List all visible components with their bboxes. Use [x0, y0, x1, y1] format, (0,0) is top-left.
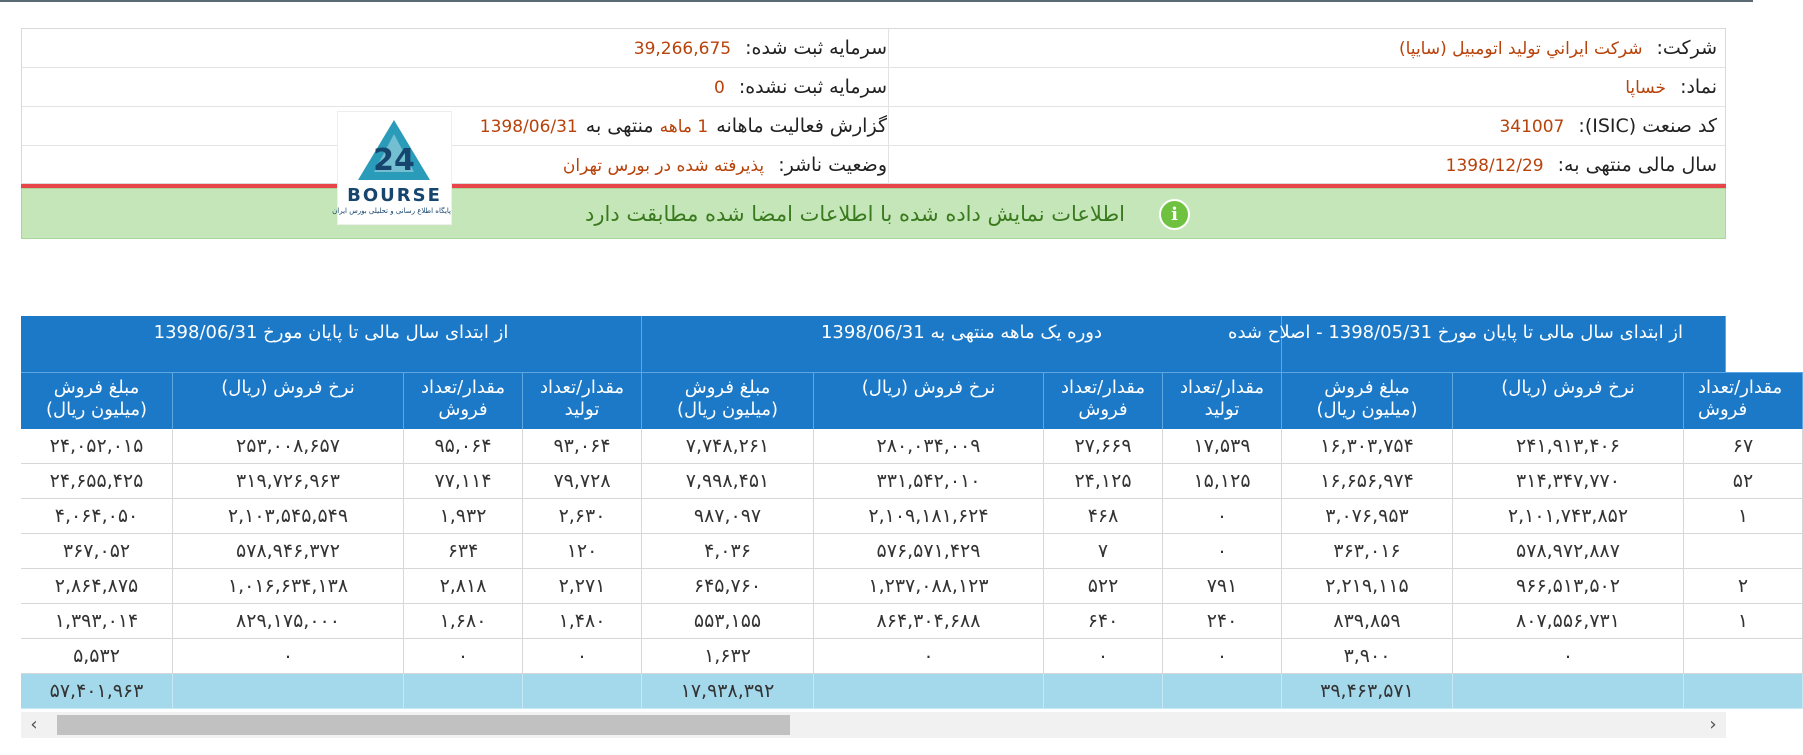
table-cell: ۲,۱۰۳,۵۴۵,۵۴۹ — [173, 499, 404, 534]
isic-value: 341007 — [1499, 117, 1565, 137]
table-cell: ۱,۶۸۰ — [404, 604, 523, 639]
col-sales-rate-3-text: نرخ فروش (ریال) — [1501, 377, 1635, 398]
col-qty-prod-2-text: مقدار/تعداد تولید — [1179, 377, 1265, 420]
table-cell — [173, 674, 404, 709]
table-cell: ۶۷ — [1684, 429, 1803, 464]
table-cell: ۱۲۰ — [523, 534, 642, 569]
col-qty-sales-1-text: مقدار/تعداد فروش — [420, 377, 506, 420]
col-qty-sales-2-text: مقدار/تعداد فروش — [1060, 377, 1146, 420]
table-cell: ۷۷,۱۱۴ — [404, 464, 523, 499]
fiscal-year-field — [1446, 146, 1717, 184]
table-cell — [814, 674, 1044, 709]
group-header-prev-ytd-text: از ابتدای سال مالی تا پایان مورخ 1398/05/31 - اصلاح شده — [1228, 322, 1683, 343]
table-cell: ۰ — [1163, 534, 1282, 569]
table-cell: ۸۶۴,۳۰۴,۶۸۸ — [814, 604, 1044, 639]
col-sales-amount-1 — [21, 372, 173, 429]
company-value: شرکت ايراني توليد اتومبيل (سايپا) — [1399, 39, 1643, 59]
table-cell: ۶۴۵,۷۶۰ — [642, 569, 814, 604]
group-header-ytd: از ابتدای سال مالی تا پایان مورخ 1398/06/31 — [21, 316, 642, 372]
table-cell — [1044, 674, 1163, 709]
table-cell: ۳,۹۰۰ — [1282, 639, 1453, 674]
group-header-month: دوره یک ماهه منتهی به 1398/06/31 — [642, 316, 1282, 372]
table-cell — [1453, 674, 1684, 709]
table-cell: ۶۳۴ — [404, 534, 523, 569]
col-qty-sales-3-text: مقدار/تعداد فروش — [1698, 377, 1783, 420]
capital-value: 39,266,675 — [633, 39, 732, 59]
table-cell: ۲۴,۶۵۵,۴۲۵ — [21, 464, 173, 499]
table-row — [21, 499, 1749, 534]
fiscal-year-label: سال مالی منتهی به: — [1557, 154, 1717, 176]
isic-field — [1499, 107, 1717, 145]
table-cell: ۸۲۹,۱۷۵,۰۰۰ — [173, 604, 404, 639]
table-cell: ۶۴۰ — [1044, 604, 1163, 639]
col-qty-sales-2 — [1044, 372, 1163, 429]
table-cell: ۱,۹۳۲ — [404, 499, 523, 534]
logo-wordmark: BOURSE — [347, 185, 442, 206]
capital-label: سرمایه ثبت شده: — [745, 37, 887, 59]
table-cell: ۴۶۸ — [1044, 499, 1163, 534]
scroll-left-arrow-icon[interactable]: ‹ — [30, 714, 38, 735]
verification-text: اطلاعات نمایش داده شده با اطلاعات امضا شده مطابقت دارد — [585, 202, 1125, 226]
table-cell: ۲۴,۰۵۲,۰۱۵ — [21, 429, 173, 464]
table-cell: ۰ — [1044, 639, 1163, 674]
col-sales-amount-1-text: مبلغ فروش (میلیون ریال) — [45, 377, 147, 420]
table-row — [21, 464, 1754, 499]
table-cell: ۷۹,۷۲۸ — [523, 464, 642, 499]
col-sales-rate-2-text: نرخ فروش (ریال) — [861, 377, 996, 398]
table-cell: ۱۵,۱۲۵ — [1163, 464, 1282, 499]
monthly-activity-table[interactable] — [21, 316, 1783, 712]
table-cell — [1684, 674, 1803, 709]
col-sales-rate-1-text: نرخ فروش (ریال) — [221, 377, 355, 398]
col-sales-amount-2 — [642, 372, 814, 429]
table-cell: ۷,۹۹۸,۴۵۱ — [642, 464, 814, 499]
table-cell: ۰ — [523, 639, 642, 674]
table-cell: ۲۴۱,۹۱۳,۴۰۶ — [1453, 429, 1684, 464]
table-cell: ۴,۰۳۶ — [642, 534, 814, 569]
table-cell: ۷ — [1044, 534, 1163, 569]
table-cell: ۱۶,۶۵۶,۹۷۴ — [1282, 464, 1453, 499]
table-cell: ۳۶۷,۰۵۲ — [21, 534, 173, 569]
table-cell: ۲۵۳,۰۰۸,۶۵۷ — [173, 429, 404, 464]
unregistered-capital-field — [714, 68, 887, 106]
table-cell: ۰ — [404, 639, 523, 674]
table-cell: ۵۷۸,۹۴۶,۳۷۲ — [173, 534, 404, 569]
col-sales-rate-2 — [814, 372, 1044, 429]
scroll-right-arrow-icon[interactable]: › — [1709, 714, 1717, 735]
col-sales-amount-3-text: مبلغ فروش (میلیون ریال) — [1316, 377, 1418, 420]
horizontal-scrollbar[interactable] — [21, 712, 1726, 738]
table-cell — [404, 674, 523, 709]
col-sales-amount-2-text: مبلغ فروش (میلیون ریال) — [676, 377, 778, 420]
table-cell: ۸۰۷,۵۵۶,۷۳۱ — [1453, 604, 1684, 639]
table-cell: ۲,۶۳۰ — [523, 499, 642, 534]
table-row — [21, 534, 1726, 569]
svg-text:24: 24 — [373, 143, 415, 178]
table-cell: ۱,۳۹۳,۰۱۴ — [21, 604, 173, 639]
table-cell: ۳۱۴,۳۴۷,۷۷۰ — [1453, 464, 1684, 499]
table-cell: ۲ — [1684, 569, 1803, 604]
table-cell: ۳۳۱,۵۴۲,۰۱۰ — [814, 464, 1044, 499]
bourse24-logo[interactable] — [332, 111, 452, 225]
info-row-3 — [22, 107, 1725, 146]
company-label: شرکت: — [1656, 37, 1717, 59]
table-cell: ۹۵,۰۶۴ — [404, 429, 523, 464]
table-cell: ۹۶۶,۵۱۳,۵۰۲ — [1453, 569, 1684, 604]
table-cell: ۰ — [1453, 639, 1684, 674]
table-cell: ۲۷,۶۶۹ — [1044, 429, 1163, 464]
table-cell: ۱,۲۳۷,۰۸۸,۱۲۳ — [814, 569, 1044, 604]
info-icon: i — [1159, 199, 1190, 230]
table-cell: ۹۳,۰۶۴ — [523, 429, 642, 464]
table-cell: ۲۴۰ — [1163, 604, 1282, 639]
publisher-status-field — [563, 146, 887, 184]
table-cell: ۳۶۳,۰۱۶ — [1282, 534, 1453, 569]
table-row — [21, 639, 1726, 674]
table-cell: ۵۵۳,۱۵۵ — [642, 604, 814, 639]
logo-subtitle: پایگاه اطلاع رسانی و تحلیلی بورس ایران — [332, 207, 451, 215]
scrollbar-thumb[interactable] — [57, 715, 790, 735]
info-row-4 — [22, 146, 1725, 184]
table-cell: ۵۷۸,۹۷۲,۸۸۷ — [1453, 534, 1684, 569]
table-cell: ۲,۸۱۸ — [404, 569, 523, 604]
table-cell: ۱۷,۹۳۸,۳۹۲ — [642, 674, 814, 709]
table-cell: ۵۷,۴۰۱,۹۶۳ — [21, 674, 173, 709]
table-cell: ۵۲ — [1684, 464, 1803, 499]
col-sales-rate-3 — [1453, 372, 1684, 429]
table-cell: ۲,۱۰۹,۱۸۱,۶۲۴ — [814, 499, 1044, 534]
table-row — [21, 569, 1749, 604]
isic-label: کد صنعت (ISIC): — [1578, 115, 1717, 137]
report-date: 1398/06/31 — [479, 117, 578, 137]
publisher-status-value: پذیرفته شده در بورس تهران — [562, 156, 765, 176]
table-cell — [1684, 639, 1803, 674]
table-cell: ۸۳۹,۸۵۹ — [1282, 604, 1453, 639]
table-cell: ۰ — [1163, 499, 1282, 534]
table-cell: ۱,۰۱۶,۶۳۴,۱۳۸ — [173, 569, 404, 604]
company-field — [1399, 29, 1717, 67]
table-cell: ۲,۸۶۴,۸۷۵ — [21, 569, 173, 604]
col-qty-prod-2 — [1163, 372, 1282, 429]
report-period: 1 ماهه — [659, 117, 709, 137]
table-cell: ۷,۷۴۸,۲۶۱ — [642, 429, 814, 464]
table-cell: ۹۸۷,۰۹۷ — [642, 499, 814, 534]
logo-mark — [338, 112, 451, 184]
table-cell: ۲,۱۰۱,۷۴۳,۸۵۲ — [1453, 499, 1684, 534]
table-cell: ۲,۲۷۱ — [523, 569, 642, 604]
col-qty-prod-1-text: مقدار/تعداد تولید — [539, 377, 625, 420]
table-cell: ۲۴,۱۲۵ — [1044, 464, 1163, 499]
group-header-prev-ytd — [1228, 316, 1726, 372]
table-cell: ۱,۴۸۰ — [523, 604, 642, 639]
symbol-label: نماد: — [1680, 76, 1717, 98]
verification-notice — [21, 188, 1726, 239]
table-total-row — [21, 674, 1726, 709]
col-sales-amount-3 — [1282, 372, 1453, 429]
fiscal-year-value: 1398/12/29 — [1445, 156, 1544, 176]
unregistered-capital-label: سرمایه ثبت نشده: — [738, 76, 887, 98]
symbol-field — [1625, 68, 1717, 106]
report-text-1: گزارش فعالیت ماهانه — [716, 115, 887, 137]
table-cell: ۳۱۹,۷۲۶,۹۶۳ — [173, 464, 404, 499]
table-cell — [523, 674, 642, 709]
table-cell: ۰ — [1163, 639, 1282, 674]
company-info-panel — [21, 28, 1726, 184]
capital-field — [634, 29, 887, 67]
col-qty-prod-1 — [523, 372, 642, 429]
table-cell: ۱۷,۵۳۹ — [1163, 429, 1282, 464]
col-qty-sales-3 — [1684, 372, 1803, 429]
table-row — [21, 604, 1749, 639]
report-title — [480, 107, 887, 145]
report-text-2: منتهی به — [585, 115, 654, 137]
table-row — [21, 429, 1754, 464]
table-cell: ۳,۰۷۶,۹۵۳ — [1282, 499, 1453, 534]
unregistered-capital-value: 0 — [713, 78, 725, 98]
table-cell: ۵,۵۳۲ — [21, 639, 173, 674]
table-cell: ۵۷۶,۵۷۱,۴۲۹ — [814, 534, 1044, 569]
top-border — [0, 0, 1753, 2]
col-qty-sales-1 — [404, 372, 523, 429]
symbol-value[interactable]: خساپا — [1625, 78, 1667, 98]
table-cell: ۱ — [1684, 499, 1803, 534]
info-row-1 — [22, 29, 1725, 68]
table-cell: ۵۲۲ — [1044, 569, 1163, 604]
table-cell: ۰ — [173, 639, 404, 674]
table-cell: ۳۹,۴۶۳,۵۷۱ — [1282, 674, 1453, 709]
info-row-2 — [22, 68, 1725, 107]
col-sales-rate-1 — [173, 372, 404, 429]
table-cell — [1684, 534, 1803, 569]
table-cell: ۲۸۰,۰۳۴,۰۰۹ — [814, 429, 1044, 464]
table-cell: ۴,۰۶۴,۰۵۰ — [21, 499, 173, 534]
table-cell: ۷۹۱ — [1163, 569, 1282, 604]
table-cell — [1163, 674, 1282, 709]
table-cell: ۱۶,۳۰۳,۷۵۴ — [1282, 429, 1453, 464]
table-cell: ۰ — [814, 639, 1044, 674]
table-cell: ۲,۲۱۹,۱۱۵ — [1282, 569, 1453, 604]
table-cell: ۱ — [1684, 604, 1803, 639]
publisher-status-label: وضعیت ناشر: — [778, 154, 887, 176]
table-cell: ۱,۶۳۲ — [642, 639, 814, 674]
